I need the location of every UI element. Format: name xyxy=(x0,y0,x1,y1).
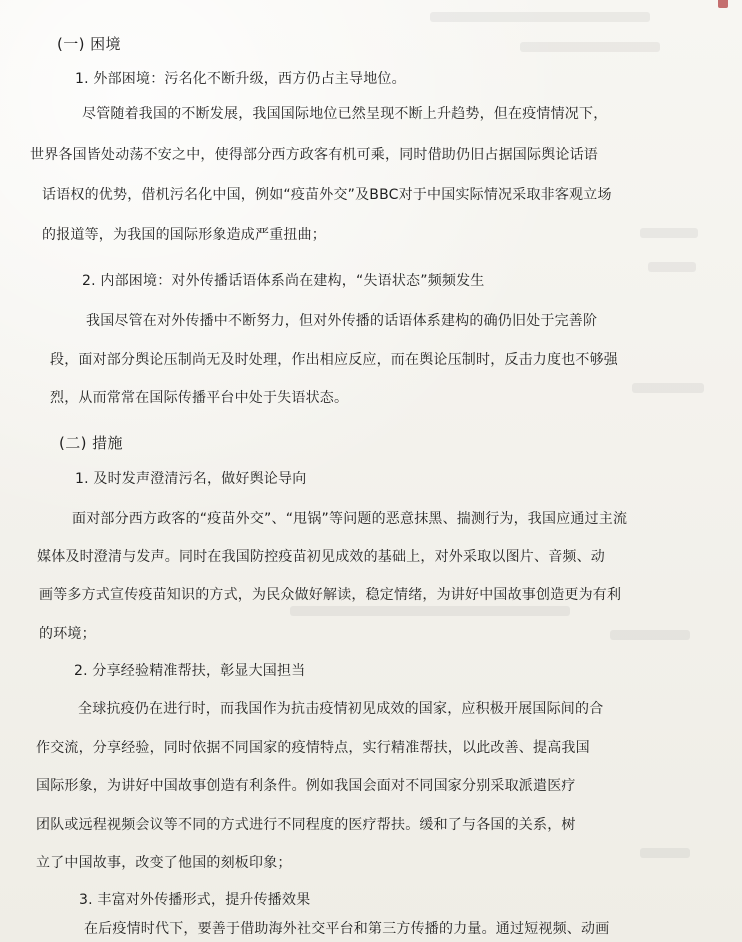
paragraph-line-3: 话语权的优势，借机污名化中国，例如“疫苗外交”及BBC对于中国实际情况采取非客观立场 xyxy=(42,187,612,203)
paragraph-line-16: 立了中国故事，改变了他国的刻板印象； xyxy=(36,855,292,871)
paragraph-line-13: 作交流，分享经验，同时依据不同国家的疫情特点，实行精准帮扶，以此改善、提高我国 xyxy=(36,740,590,756)
top-right-red-mark xyxy=(718,0,728,8)
subheading-internal-difficulties: 2. 内部困境：对外传播话语体系尚在建构，“失语状态”频频发生 xyxy=(82,273,485,289)
subheading-measure-1: 1. 及时发声澄清污名，做好舆论导向 xyxy=(75,471,307,487)
paragraph-line-14: 国际形象，为讲好中国故事创造有利条件。例如我国会面对不同国家分别采取派遣医疗 xyxy=(36,778,576,794)
paragraph-line-15: 团队或远程视频会议等不同的方式进行不同程度的医疗帮扶。缓和了与各国的关系，树 xyxy=(36,817,576,833)
paragraph-line-5: 我国尽管在对外传播中不断努力，但对外传播的话语体系建构的确仍旧处于完善阶 xyxy=(86,313,598,329)
paragraph-line-9: 媒体及时澄清与发声。同时在我国防控疫苗初见成效的基础上，对外采取以图片、音频、动 xyxy=(37,549,605,565)
paragraph-line-10: 画等多方式宣传疫苗知识的方式，为民众做好解读，稳定情绪，为讲好中国故事创造更为有利 xyxy=(39,587,622,603)
paragraph-line-12: 全球抗疫仍在进行时，而我国作为抗击疫情初见成效的国家，应积极开展国际间的合 xyxy=(78,701,604,717)
subheading-external-difficulties: 1. 外部困境：污名化不断升级，西方仍占主导地位。 xyxy=(75,71,406,87)
paragraph-line-7: 烈，从而常常在国际传播平台中处于失语状态。 xyxy=(50,390,349,406)
paragraph-line-8: 面对部分西方政客的“疫苗外交”、“甩锅”等问题的恶意抹黑、揣测行为，我国应通过主流 xyxy=(72,511,628,527)
paragraph-line-11: 的环境； xyxy=(39,626,96,642)
subheading-measure-2: 2. 分享经验精准帮扶，彰显大国担当 xyxy=(74,663,306,679)
paragraph-line-17: 在后疫情时代下，要善于借助海外社交平台和第三方传播的力量。通过短视频、动画 xyxy=(84,921,610,937)
section-heading-difficulties: (一) 困境 xyxy=(57,35,121,53)
paragraph-line-2: 世界各国皆处动荡不安之中，使得部分西方政客有机可乘，同时借助仍旧占据国际舆论话语 xyxy=(30,147,598,163)
paragraph-line-1: 尽管随着我国的不断发展，我国国际地位已然呈现不断上升趋势，但在疫情情况下， xyxy=(82,106,608,122)
subheading-measure-3: 3. 丰富对外传播形式，提升传播效果 xyxy=(79,892,311,908)
section-heading-measures: (二) 措施 xyxy=(59,434,123,452)
paragraph-line-4: 的报道等，为我国的国际形象造成严重扭曲； xyxy=(42,227,326,243)
paragraph-line-6: 段，面对部分舆论压制尚无及时处理，作出相应反应，而在舆论压制时，反击力度也不够强 xyxy=(50,352,618,368)
